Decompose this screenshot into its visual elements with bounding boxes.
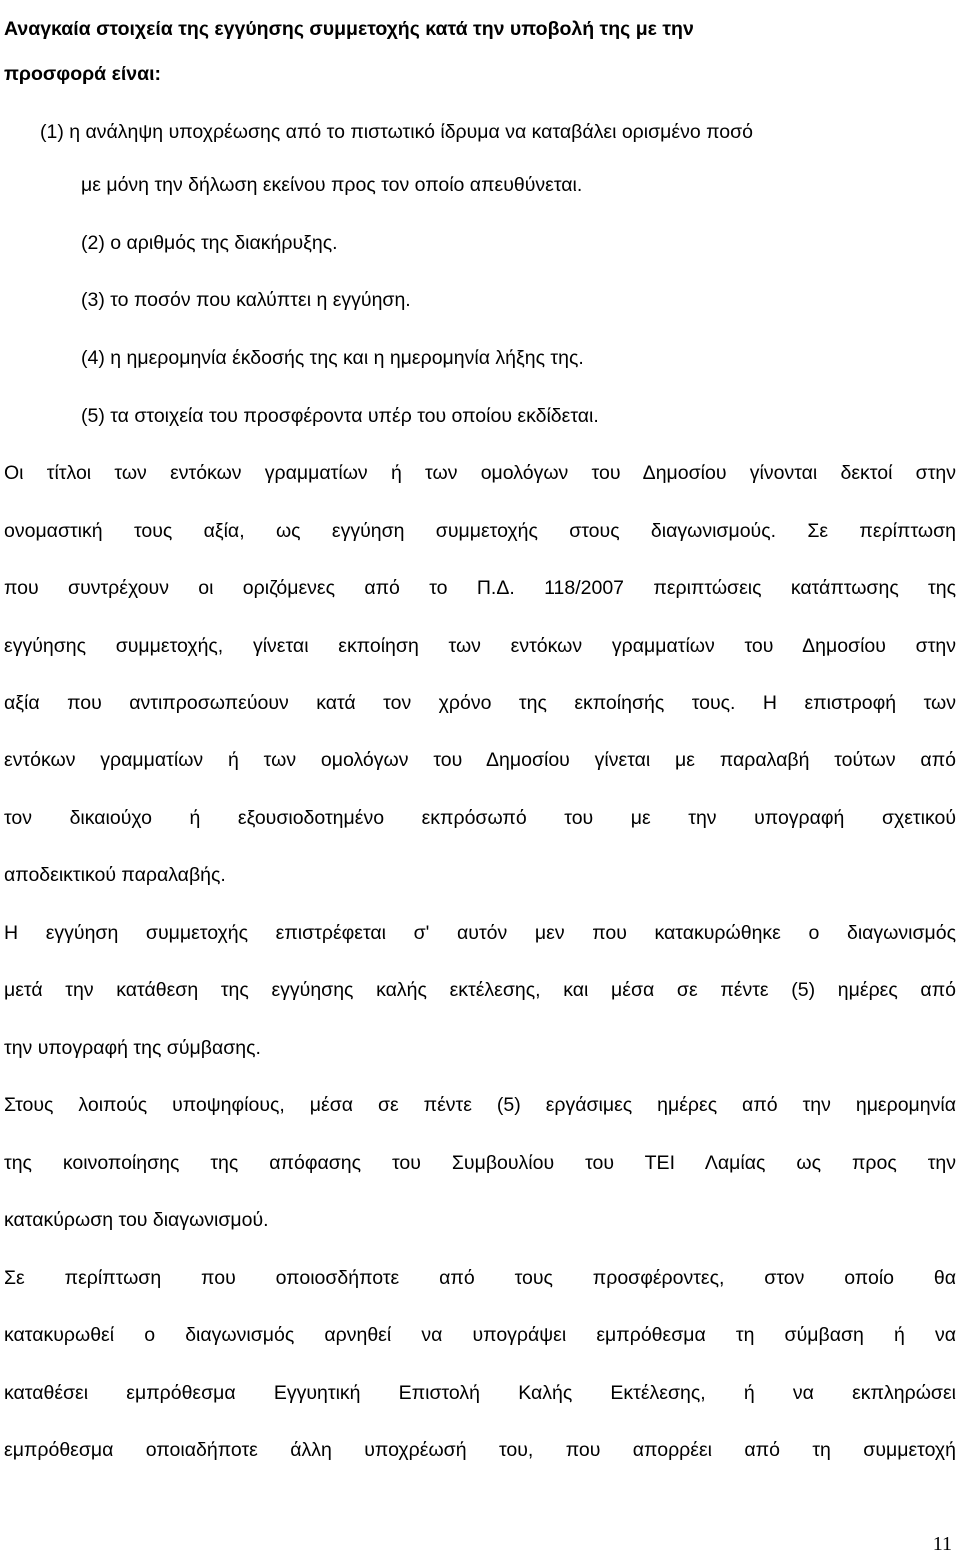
page-number: 11 (932, 1533, 952, 1555)
paragraph-2-line-3: την υπογραφή της σύμβασης. (4, 1037, 261, 1059)
paragraph-1-line-4: εγγύησης συμμετοχής, γίνεται εκποίηση των εντόκων γραμματίων του Δημοσίου στην (4, 635, 956, 657)
paragraph-2-line-1: Η εγγύηση συμμετοχής επιστρέφεται σ' αυτόν μεν που κατακυρώθηκε ο διαγωνισμός (4, 922, 956, 944)
list-item-5: (5) τα στοιχεία του προσφέροντα υπέρ του οποίου εκδίδεται. (81, 405, 599, 427)
list-item-1-line-1: (1) η ανάληψη υποχρέωσης από το πιστωτικό ίδρυμα να καταβάλει ορισμένο ποσό (40, 121, 753, 143)
paragraph-1-line-7: τον δικαιούχο ή εξουσιοδοτημένο εκπρόσωπό του με την υπογραφή σχετικού (4, 807, 956, 829)
paragraph-1-line-8: αποδεικτικού παραλαβής. (4, 864, 226, 886)
paragraph-4-line-2: κατακυρωθεί ο διαγωνισμός αρνηθεί να υπογράψει εμπρόθεσμα τη σύμβαση ή να (4, 1324, 956, 1346)
paragraph-4-line-4: εμπρόθεσμα οποιαδήποτε άλλη υποχρέωσή του, που απορρέει από τη συμμετοχή (4, 1439, 956, 1461)
paragraph-1-line-3: που συντρέχουν οι οριζόμενες από το Π.Δ. 118/2007 περιπτώσεις κατάπτωσης της (4, 577, 956, 599)
paragraph-2-line-2: μετά την κατάθεση της εγγύησης καλής εκτέλεσης, και μέσα σε πέντε (5) ημέρες από (4, 979, 956, 1001)
heading-line-2: προσφορά είναι: (4, 63, 161, 85)
list-item-2: (2) ο αριθμός της διακήρυξης. (81, 232, 338, 254)
paragraph-1-line-6: εντόκων γραμματίων ή των ομολόγων του Δημοσίου γίνεται με παραλαβή τούτων από (4, 749, 956, 771)
paragraph-4-line-3: καταθέσει εμπρόθεσμα Εγγυητική Επιστολή Καλής Εκτέλεσης, ή να εκπληρώσει (4, 1382, 956, 1404)
list-item-4: (4) η ημερομηνία έκδοσής της και η ημερομηνία λήξης της. (81, 347, 584, 369)
list-item-3: (3) το ποσόν που καλύπτει η εγγύηση. (81, 289, 411, 311)
heading-text: Αναγκαία στοιχεία της εγγύησης συμμετοχής κατά την υποβολή της με την (4, 18, 694, 40)
paragraph-1-line-2: ονομαστική τους αξία, ως εγγύηση συμμετοχής στους διαγωνισμούς. Σε περίπτωση (4, 520, 956, 542)
paragraph-1-line-5: αξία που αντιπροσωπεύουν κατά τον χρόνο της εκποίησής τους. Η επιστροφή των (4, 692, 956, 714)
paragraph-4-line-1: Σε περίπτωση που οποιοσδήποτε από τους προσφέροντες, στον οποίο θα (4, 1267, 956, 1289)
paragraph-1-line-1: Οι τίτλοι των εντόκων γραμματίων ή των ομολόγων του Δημοσίου γίνονται δεκτοί στην (4, 462, 956, 484)
paragraph-3-line-1: Στους λοιπούς υποψηφίους, μέσα σε πέντε (5) εργάσιμες ημέρες από την ημερομηνία (4, 1094, 956, 1116)
list-item-1-line-2: με μόνη την δήλωση εκείνου προς τον οποίο απευθύνεται. (81, 174, 583, 196)
paragraph-3-line-2: της κοινοποίησης της απόφασης του Συμβουλίου του ΤΕΙ Λαμίας ως προς την (4, 1152, 956, 1174)
paragraph-3-line-3: κατακύρωση του διαγωνισμού. (4, 1209, 269, 1231)
